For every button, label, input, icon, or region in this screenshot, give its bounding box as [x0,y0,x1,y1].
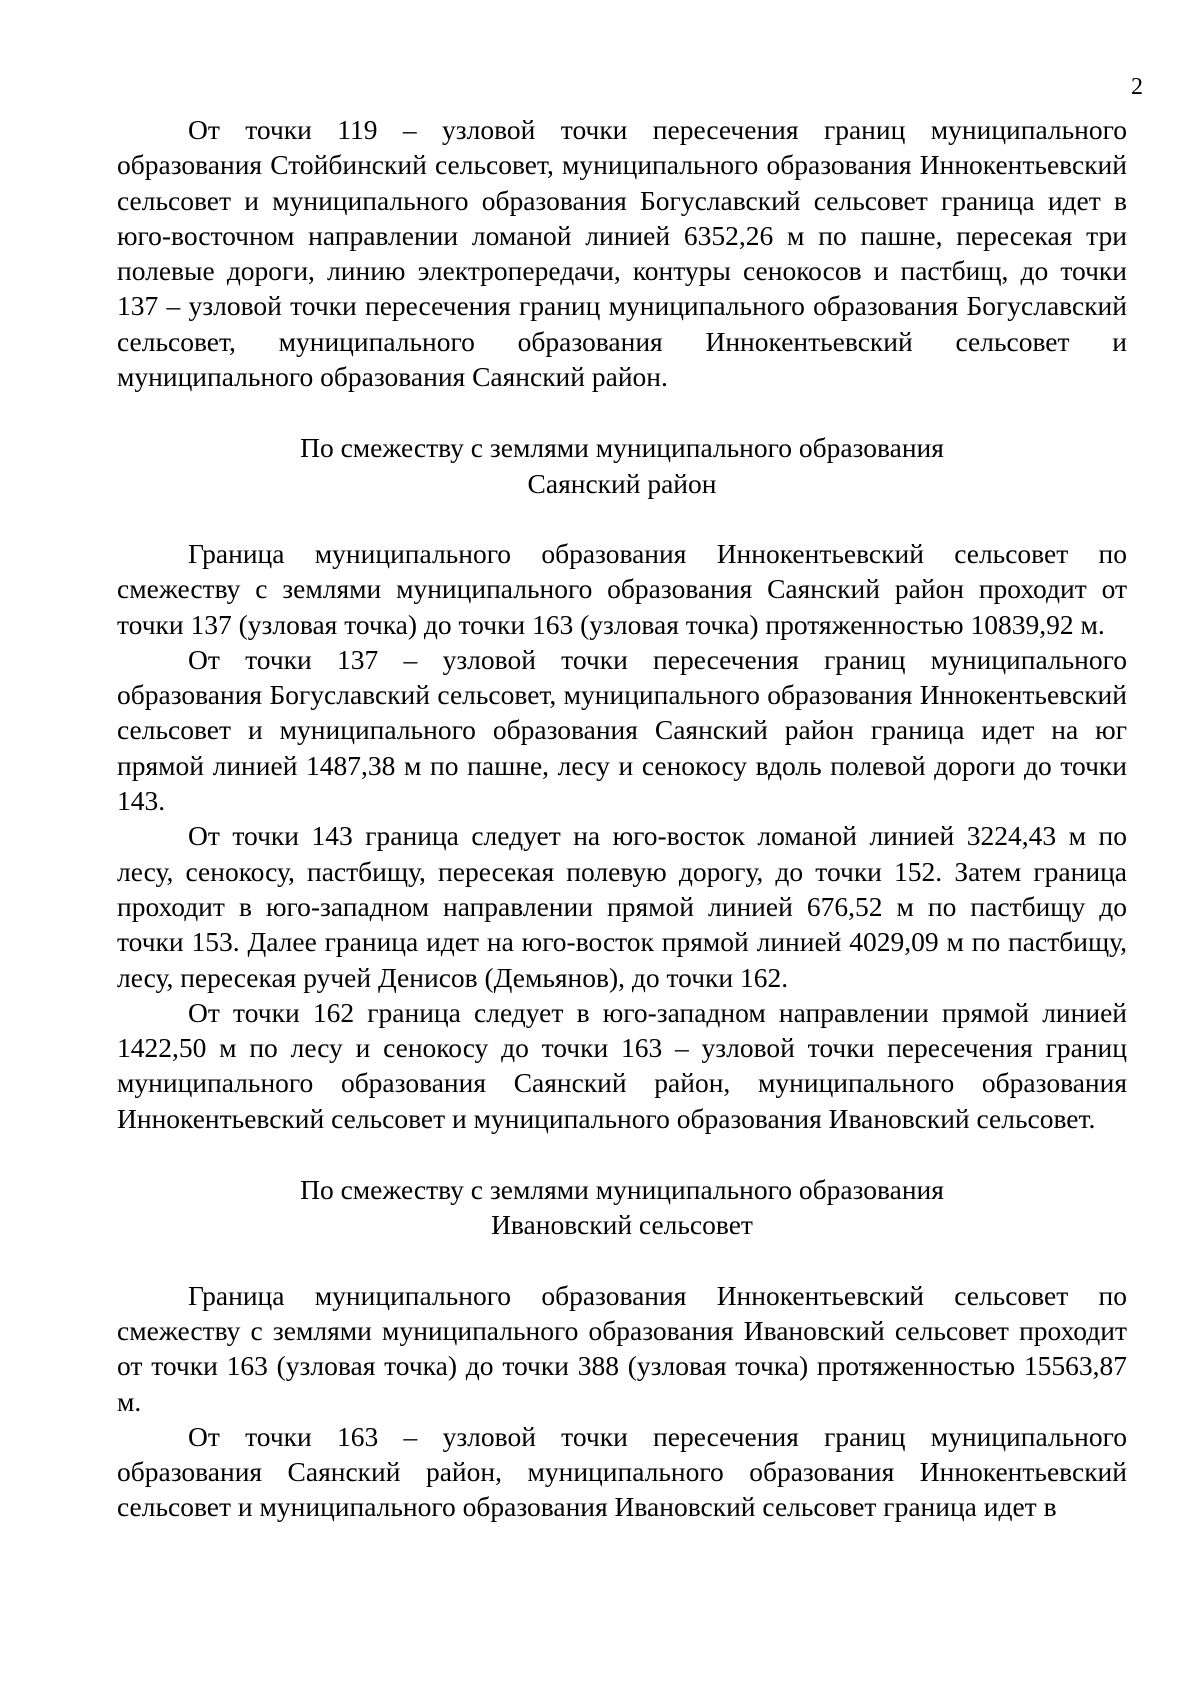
section-heading-line: По смежеству с землями муниципального образования [300,1174,944,1206]
paragraph: От точки 162 граница следует в юго-западном направлении прямой линией 1422,50 м по лесу и сенокосу до точки 163 – узловой точки пересечения границ муниципального образования Саянский район, муниципального образования Иннокентьевский сельсовет и муниципального образования Ивановский сельсовет. [117,996,1127,1134]
paragraph: Граница муниципального образования Иннокентьевский сельсовет по смежеству с землями муниципального образования Саянский район проходит от точки 137 (узловая точка) до точки 163 (узловая точка) протяженностью 10839,92 м. [117,537,1127,640]
section-heading-line: Ивановский сельсовет [491,1209,753,1241]
intro-paragraph: От точки 119 – узловой точки пересечения границ муниципального образования Стойбинский сельсовет, муниципального образования Иннокентьевский сельсовет и муниципального образования Богуславский сельсовет граница идет в юго-восточном направлении ломаной линией 6352,26 м по пашне, пересекая три полевые дороги, линию электропередачи, контуры сенокосов и пастбищ, до точки 137 – узловой точки пересечения границ муниципального образования Богуславский сельсовет, муниципального образования Иннокентьевский сельсовет и муниципального образования Саянский район. [117,114,1127,393]
spacer [117,394,1127,430]
spacer [117,1136,1127,1172]
spacer [117,1243,1127,1278]
document-body [117,112,1127,1525]
paragraph: От точки 143 граница следует на юго-восток ломаной линией 3224,43 м по лесу, сенокосу, пастбищу, пересекая полевую дорогу, до точки 152. Затем граница проходит в юго-западном направлении прямой линией 676,52 м по пастбищу до точки 153. Далее граница идет на юго-восток прямой линией 4029,09 м по пастбищу, лесу, пересекая ручей Денисов (Демьянов), до точки 162. [117,820,1127,993]
page-number: 2 [1131,74,1143,100]
section-heading-sayansky [117,430,1127,501]
paragraph: От точки 163 – узловой точки пересечения границ муниципального образования Саянский район, муниципального образования Иннокентьевский сельсовет и муниципального образования Ивановский сельсовет граница идет в [117,1420,1127,1523]
paragraph: Граница муниципального образования Иннокентьевский сельсовет по смежеству с землями муниципального образования Ивановский сельсовет проходит от точки 163 (узловая точка) до точки 388 (узловая точка) протяженностью 15563,87 м. [117,1279,1127,1417]
section-heading-ivanovsky [117,1172,1127,1243]
section-heading-line: Саянский район [527,467,717,499]
section-heading-line: По смежеству с землями муниципального образования [300,432,944,464]
spacer [117,501,1127,536]
paragraph: От точки 137 – узловой точки пересечения границ муниципального образования Богуславский сельсовет, муниципального образования Иннокентьевский сельсовет и муниципального образования Саянский район граница идет на юг прямой линией 1487,38 м по пашне, лесу и сенокосу вдоль полевой дороги до точки 143. [117,643,1127,817]
